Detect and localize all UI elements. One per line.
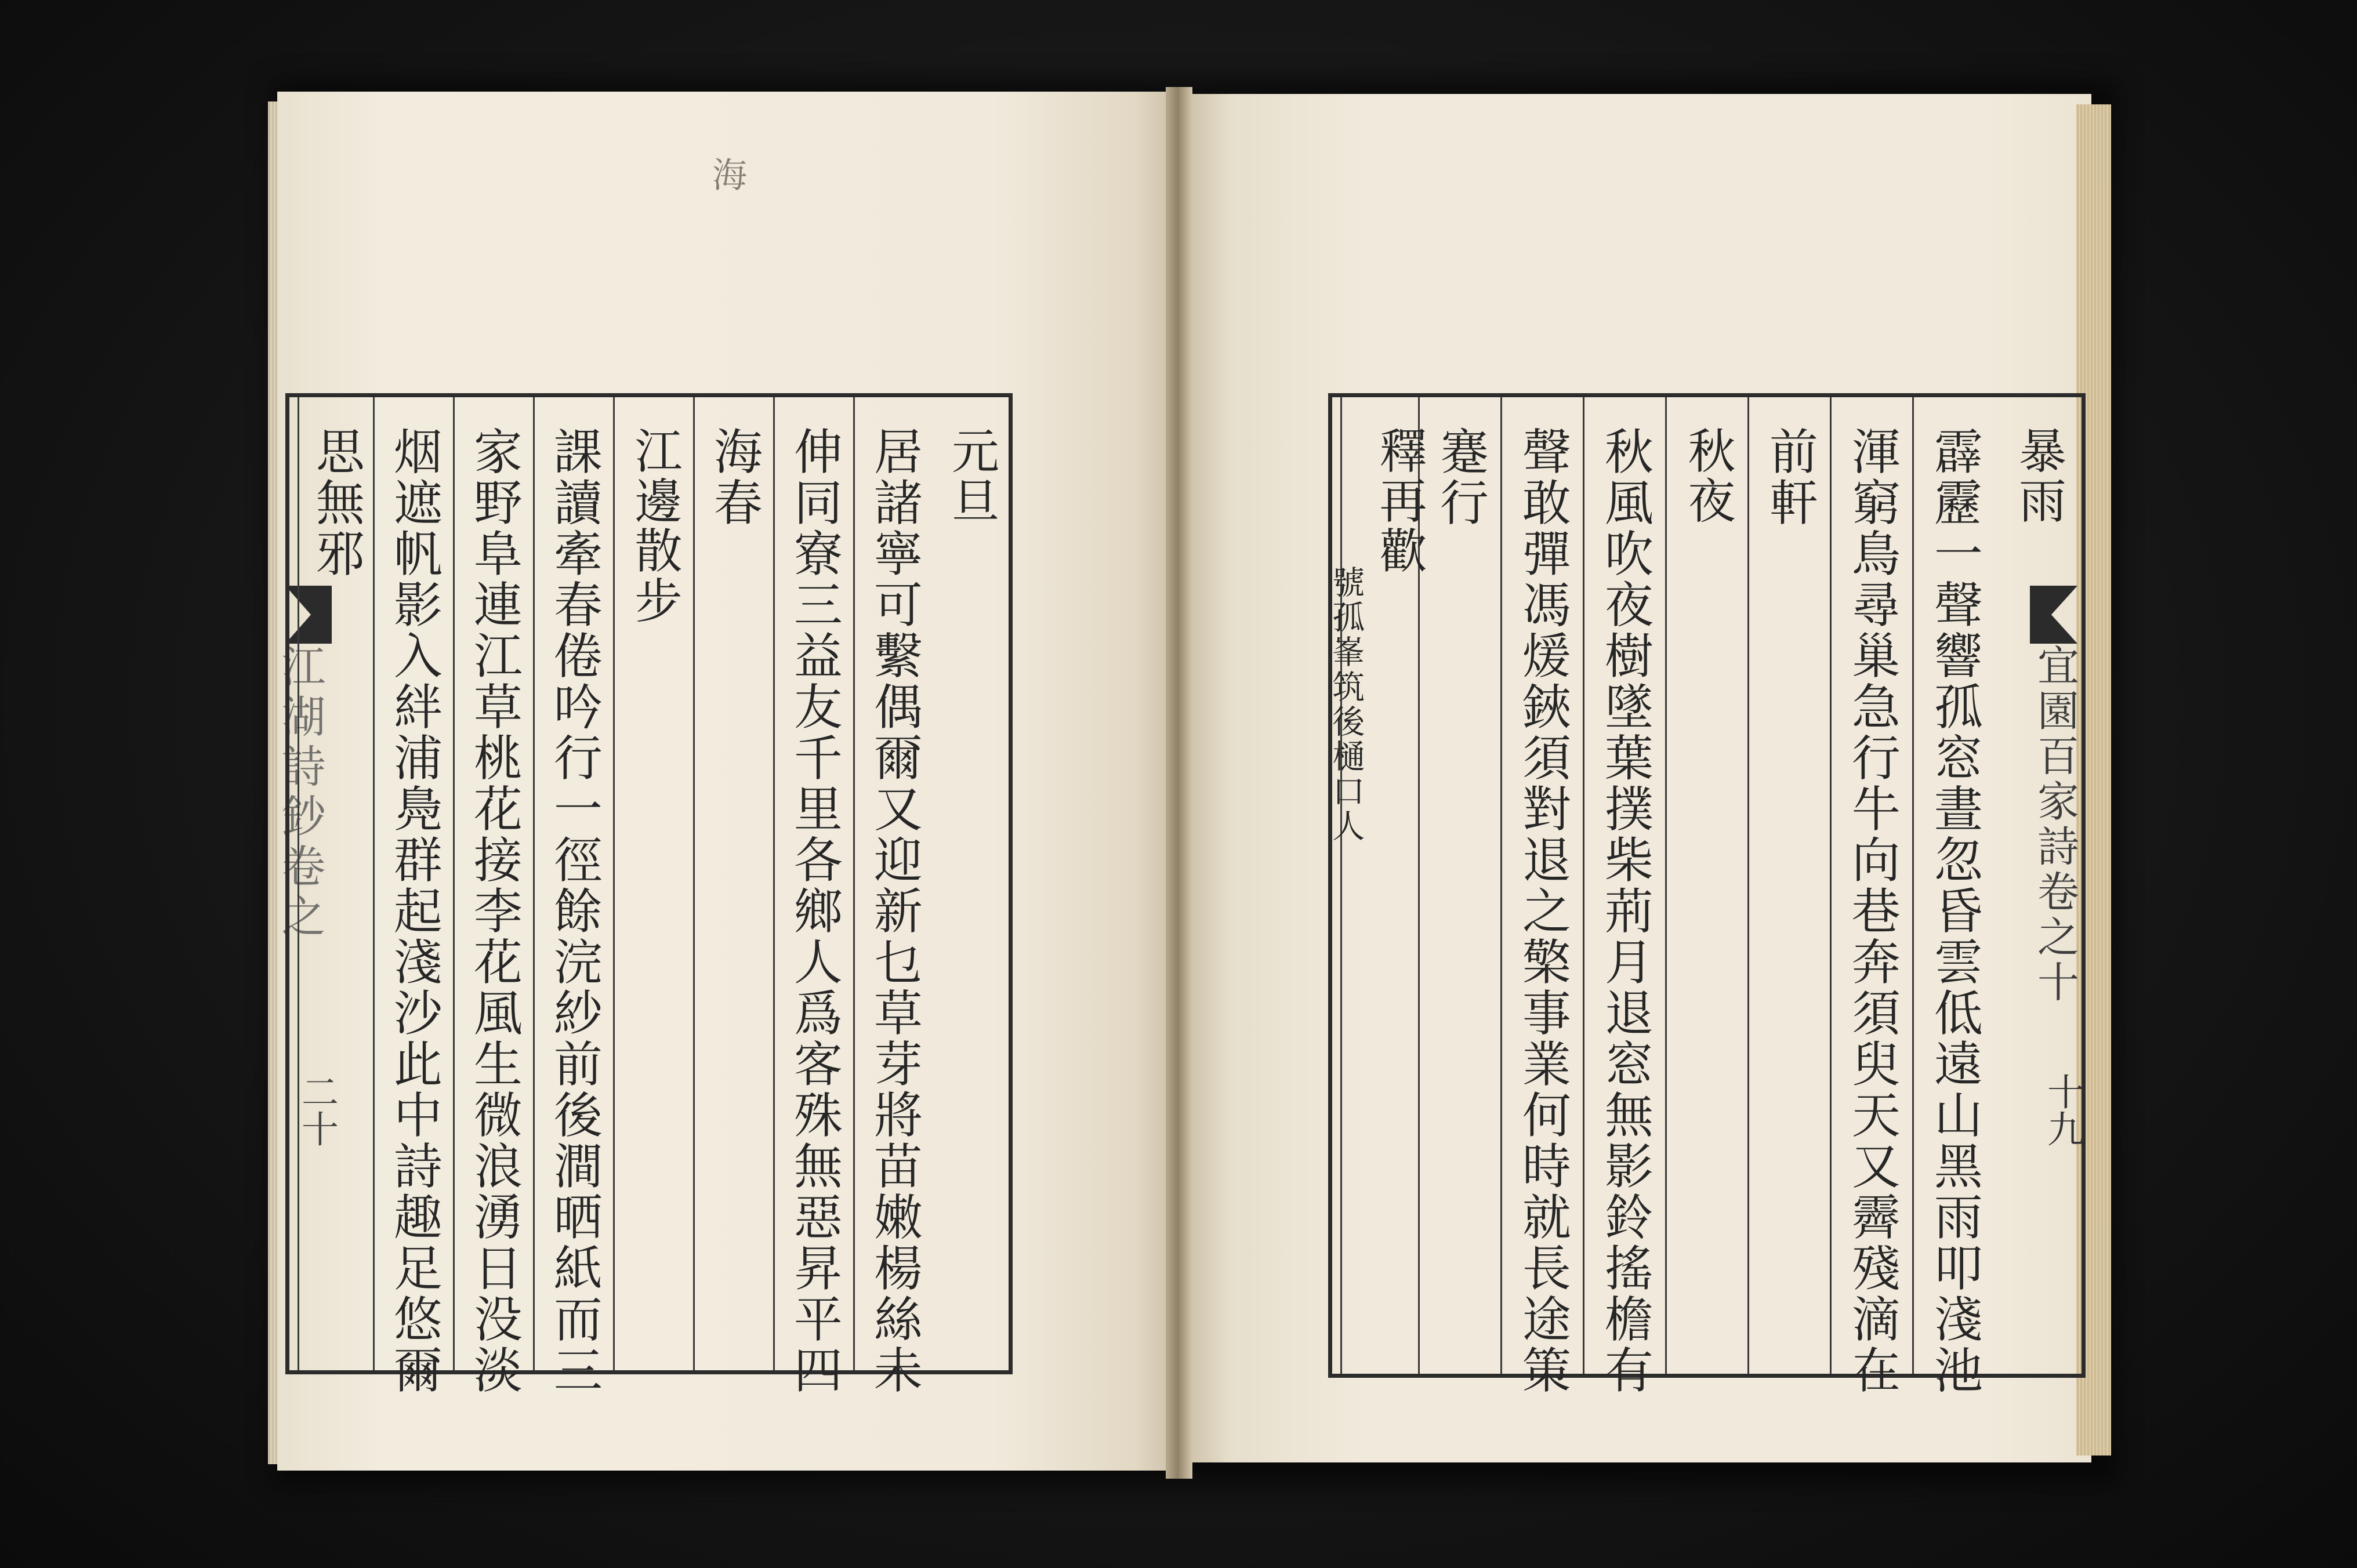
poem-line: 秋風吹夜樹墜葉撲柴荊月退窓無影鈴搖檐有 <box>1597 426 1654 1396</box>
poem-line: 海春 <box>706 426 763 528</box>
right-text-frame <box>1327 393 2086 1396</box>
text-column <box>453 397 533 1396</box>
text-column <box>1500 397 1583 1396</box>
poem-line: 課讀牽春倦吟行一徑餘浣紗前後澗晒紙而三 <box>546 426 603 1396</box>
text-column <box>298 397 373 1370</box>
poem-line: 霹靂一聲響孤窓晝忽昏雲低遠山黑雨叩淺池 <box>1926 426 1983 1396</box>
text-column <box>533 397 613 1396</box>
poem-line: 渾窮鳥尋巢急行牛向巷奔須臾天又霽殘滴在 <box>1844 426 1901 1396</box>
text-column <box>693 397 773 1370</box>
book-gutter <box>1166 87 1192 1479</box>
poem-line: 聲敢彈馮煖鋏須對退之檠事業何時就長途策 <box>1514 426 1572 1396</box>
text-column <box>1665 397 1747 1374</box>
right-folio: 十九 <box>2041 1073 2084 1147</box>
poem-line: 伸同寮三益友千里各鄉人爲客殊無惡昇平四 <box>786 426 843 1396</box>
text-column <box>1995 397 2082 1374</box>
poem-line: 烟遮帆影入絆浦鳧群起淺沙此中詩趣足悠爾 <box>386 426 443 1396</box>
poem-line: 蹇行 <box>1432 426 1489 528</box>
poem-line: 家野阜連江草桃花接李花風生微浪湧日没淡 <box>466 426 523 1396</box>
poem-line: 前軒 <box>1761 426 1819 528</box>
text-column <box>1327 397 1427 1374</box>
corner-mark: 海 <box>706 157 747 191</box>
left-text-frame <box>285 393 1013 1396</box>
poem-title: 秋夜 <box>1680 426 1735 526</box>
poem-line: 居諸寧可繫偶爾又迎新乜草芽將苗嫩楊絲未 <box>866 426 923 1396</box>
poem-line: 思無邪 <box>308 426 365 579</box>
text-column <box>373 397 453 1396</box>
text-column <box>853 397 933 1396</box>
text-column <box>773 397 853 1396</box>
poet-name: 釋再歡 <box>1372 426 1427 576</box>
right-margin-title: 宜園百家詩卷之十 <box>2030 644 2079 1006</box>
text-column <box>1747 397 1830 1374</box>
poem-title: 元旦 <box>944 426 999 526</box>
text-column <box>613 397 693 1370</box>
poet-note: 號孤峯筑後樋口人 <box>1327 565 1365 844</box>
text-column <box>1830 397 1912 1396</box>
text-column <box>1912 397 1995 1396</box>
text-column <box>933 397 1009 1370</box>
left-folio: 二十 <box>295 1073 338 1147</box>
left-margin-title: 江湖詩鈔卷之 <box>274 644 326 943</box>
poem-title: 江邊散步 <box>626 426 682 626</box>
poem-title: 暴雨 <box>2011 426 2066 526</box>
text-column <box>1583 397 1665 1396</box>
